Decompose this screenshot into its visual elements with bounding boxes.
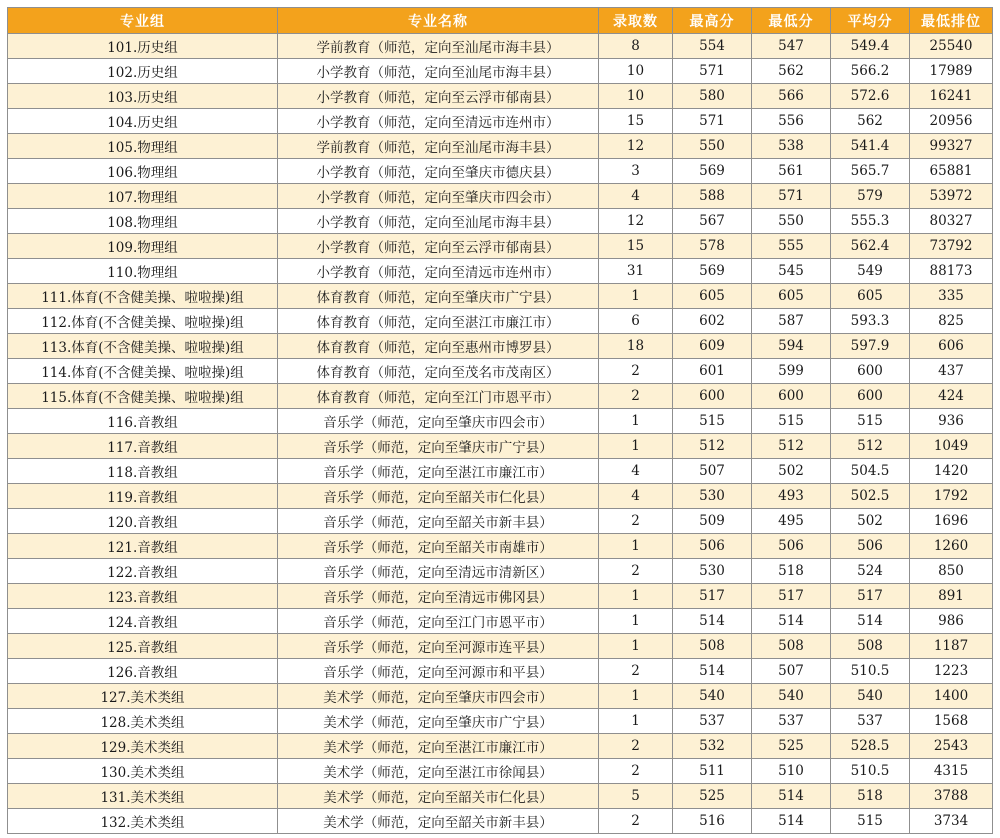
table-row [8, 784, 993, 809]
header-avg-score: 平均分 [831, 8, 910, 34]
header-major-group: 专业组 [8, 8, 278, 34]
cell-min-rank: 4315 [910, 759, 993, 784]
cell-min-score: 550 [752, 209, 831, 234]
cell-min-score: 545 [752, 259, 831, 284]
cell-max-score: 507 [673, 459, 752, 484]
cell-min-rank: 1049 [910, 434, 993, 459]
cell-min-score: 556 [752, 109, 831, 134]
cell-major-name: 音乐学（师范，定向至肇庆市四会市） [278, 409, 599, 434]
cell-major-group: 129.美术类组 [8, 734, 278, 759]
cell-min-rank: 65881 [910, 159, 993, 184]
table-row [8, 809, 993, 834]
table-row [8, 609, 993, 634]
cell-max-score: 578 [673, 234, 752, 259]
cell-max-score: 600 [673, 384, 752, 409]
cell-major-group: 114.体育(不含健美操、啦啦操)组 [8, 359, 278, 384]
cell-major-name: 体育教育（师范，定向至惠州市博罗县） [278, 334, 599, 359]
cell-max-score: 530 [673, 559, 752, 584]
cell-major-name: 音乐学（师范，定向至河源市连平县） [278, 634, 599, 659]
table-row [8, 384, 993, 409]
cell-major-group: 112.体育(不含健美操、啦啦操)组 [8, 309, 278, 334]
cell-admitted-count: 2 [599, 384, 673, 409]
cell-max-score: 609 [673, 334, 752, 359]
cell-min-rank: 850 [910, 559, 993, 584]
cell-avg-score: 506 [831, 534, 910, 559]
cell-admitted-count: 2 [599, 734, 673, 759]
cell-major-group: 108.物理组 [8, 209, 278, 234]
cell-major-group: 110.物理组 [8, 259, 278, 284]
cell-major-group: 117.音教组 [8, 434, 278, 459]
cell-avg-score: 504.5 [831, 459, 910, 484]
cell-min-score: 605 [752, 284, 831, 309]
cell-min-rank: 1260 [910, 534, 993, 559]
cell-max-score: 511 [673, 759, 752, 784]
cell-max-score: 515 [673, 409, 752, 434]
cell-admitted-count: 4 [599, 184, 673, 209]
cell-major-name: 学前教育（师范，定向至汕尾市海丰县） [278, 34, 599, 59]
cell-min-rank: 936 [910, 409, 993, 434]
cell-min-rank: 80327 [910, 209, 993, 234]
cell-min-score: 495 [752, 509, 831, 534]
cell-max-score: 602 [673, 309, 752, 334]
cell-admitted-count: 15 [599, 109, 673, 134]
cell-major-name: 美术学（师范，定向至肇庆市广宁县） [278, 709, 599, 734]
cell-max-score: 517 [673, 584, 752, 609]
cell-major-name: 体育教育（师范，定向至湛江市廉江市） [278, 309, 599, 334]
cell-major-name: 美术学（师范，定向至湛江市廉江市） [278, 734, 599, 759]
cell-min-rank: 986 [910, 609, 993, 634]
table-row [8, 534, 993, 559]
cell-max-score: 601 [673, 359, 752, 384]
cell-major-group: 130.美术类组 [8, 759, 278, 784]
cell-avg-score: 518 [831, 784, 910, 809]
table-row [8, 684, 993, 709]
cell-min-rank: 88173 [910, 259, 993, 284]
cell-avg-score: 502 [831, 509, 910, 534]
cell-min-score: 600 [752, 384, 831, 409]
cell-admitted-count: 12 [599, 134, 673, 159]
cell-min-score: 571 [752, 184, 831, 209]
cell-major-group: 103.历史组 [8, 84, 278, 109]
cell-min-rank: 424 [910, 384, 993, 409]
cell-min-score: 515 [752, 409, 831, 434]
cell-min-score: 538 [752, 134, 831, 159]
cell-admitted-count: 12 [599, 209, 673, 234]
header-row [8, 8, 993, 34]
cell-major-name: 小学教育（师范，定向至汕尾市海丰县） [278, 59, 599, 84]
cell-avg-score: 572.6 [831, 84, 910, 109]
cell-admitted-count: 1 [599, 284, 673, 309]
cell-max-score: 540 [673, 684, 752, 709]
table-row [8, 559, 993, 584]
cell-max-score: 550 [673, 134, 752, 159]
table-row [8, 34, 993, 59]
cell-major-group: 132.美术类组 [8, 809, 278, 834]
table-body [8, 34, 993, 834]
cell-min-score: 562 [752, 59, 831, 84]
cell-max-score: 605 [673, 284, 752, 309]
cell-admitted-count: 31 [599, 259, 673, 284]
cell-major-group: 126.音教组 [8, 659, 278, 684]
cell-major-name: 音乐学（师范，定向至肇庆市广宁县） [278, 434, 599, 459]
cell-major-group: 101.历史组 [8, 34, 278, 59]
cell-major-group: 104.历史组 [8, 109, 278, 134]
cell-max-score: 506 [673, 534, 752, 559]
cell-avg-score: 510.5 [831, 759, 910, 784]
cell-major-name: 体育教育（师范，定向至茂名市茂南区） [278, 359, 599, 384]
cell-min-rank: 1187 [910, 634, 993, 659]
cell-major-group: 106.物理组 [8, 159, 278, 184]
cell-major-group: 125.音教组 [8, 634, 278, 659]
table-row [8, 459, 993, 484]
cell-min-score: 510 [752, 759, 831, 784]
cell-admitted-count: 15 [599, 234, 673, 259]
cell-min-rank: 16241 [910, 84, 993, 109]
cell-max-score: 537 [673, 709, 752, 734]
cell-avg-score: 597.9 [831, 334, 910, 359]
cell-min-rank: 1696 [910, 509, 993, 534]
cell-admitted-count: 10 [599, 59, 673, 84]
cell-avg-score: 524 [831, 559, 910, 584]
cell-major-name: 美术学（师范，定向至韶关市新丰县） [278, 809, 599, 834]
cell-min-score: 537 [752, 709, 831, 734]
cell-min-rank: 1568 [910, 709, 993, 734]
cell-min-rank: 891 [910, 584, 993, 609]
cell-avg-score: 562 [831, 109, 910, 134]
cell-min-score: 566 [752, 84, 831, 109]
cell-major-group: 116.音教组 [8, 409, 278, 434]
cell-major-name: 音乐学（师范，定向至清远市清新区） [278, 559, 599, 584]
cell-avg-score: 593.3 [831, 309, 910, 334]
cell-major-group: 118.音教组 [8, 459, 278, 484]
cell-min-score: 517 [752, 584, 831, 609]
table-row [8, 284, 993, 309]
table-row [8, 409, 993, 434]
cell-avg-score: 508 [831, 634, 910, 659]
cell-major-group: 119.音教组 [8, 484, 278, 509]
cell-major-group: 121.音教组 [8, 534, 278, 559]
cell-admitted-count: 1 [599, 709, 673, 734]
cell-major-group: 127.美术类组 [8, 684, 278, 709]
cell-max-score: 530 [673, 484, 752, 509]
table-row [8, 634, 993, 659]
cell-avg-score: 502.5 [831, 484, 910, 509]
cell-admitted-count: 1 [599, 684, 673, 709]
cell-major-name: 小学教育（师范，定向至肇庆市德庆县） [278, 159, 599, 184]
cell-avg-score: 510.5 [831, 659, 910, 684]
cell-major-group: 123.音教组 [8, 584, 278, 609]
cell-avg-score: 605 [831, 284, 910, 309]
table-row [8, 584, 993, 609]
cell-major-name: 音乐学（师范，定向至韶关市南雄市） [278, 534, 599, 559]
cell-max-score: 514 [673, 659, 752, 684]
cell-min-rank: 825 [910, 309, 993, 334]
table-row [8, 59, 993, 84]
table-row [8, 209, 993, 234]
cell-admitted-count: 2 [599, 809, 673, 834]
cell-min-rank: 335 [910, 284, 993, 309]
cell-major-name: 音乐学（师范，定向至江门市恩平市） [278, 609, 599, 634]
cell-min-rank: 1420 [910, 459, 993, 484]
cell-admitted-count: 1 [599, 634, 673, 659]
table-row [8, 359, 993, 384]
header-min-rank: 最低排位 [910, 8, 993, 34]
cell-admitted-count: 2 [599, 359, 673, 384]
cell-avg-score: 600 [831, 384, 910, 409]
cell-max-score: 509 [673, 509, 752, 534]
header-min-score: 最低分 [752, 8, 831, 34]
cell-min-score: 512 [752, 434, 831, 459]
cell-major-name: 学前教育（师范，定向至汕尾市海丰县） [278, 134, 599, 159]
cell-max-score: 571 [673, 109, 752, 134]
cell-avg-score: 555.3 [831, 209, 910, 234]
table-row [8, 434, 993, 459]
cell-admitted-count: 8 [599, 34, 673, 59]
cell-admitted-count: 2 [599, 659, 673, 684]
cell-avg-score: 515 [831, 409, 910, 434]
cell-min-score: 514 [752, 809, 831, 834]
cell-min-score: 594 [752, 334, 831, 359]
cell-min-rank: 73792 [910, 234, 993, 259]
cell-major-name: 体育教育（师范，定向至江门市恩平市） [278, 384, 599, 409]
cell-admitted-count: 2 [599, 509, 673, 534]
cell-min-score: 561 [752, 159, 831, 184]
cell-major-group: 128.美术类组 [8, 709, 278, 734]
cell-min-score: 518 [752, 559, 831, 584]
cell-avg-score: 512 [831, 434, 910, 459]
cell-major-name: 小学教育（师范，定向至肇庆市四会市） [278, 184, 599, 209]
cell-avg-score: 549 [831, 259, 910, 284]
cell-max-score: 508 [673, 634, 752, 659]
cell-admitted-count: 2 [599, 759, 673, 784]
cell-admitted-count: 4 [599, 459, 673, 484]
cell-major-name: 音乐学（师范，定向至清远市佛冈县） [278, 584, 599, 609]
table-row [8, 734, 993, 759]
table-row [8, 659, 993, 684]
cell-major-name: 音乐学（师范，定向至河源市和平县） [278, 659, 599, 684]
cell-major-name: 美术学（师范，定向至韶关市仁化县） [278, 784, 599, 809]
table-row [8, 484, 993, 509]
cell-major-name: 小学教育（师范，定向至清远市连州市） [278, 259, 599, 284]
cell-min-rank: 99327 [910, 134, 993, 159]
cell-major-group: 113.体育(不含健美操、啦啦操)组 [8, 334, 278, 359]
cell-admitted-count: 1 [599, 434, 673, 459]
cell-major-group: 109.物理组 [8, 234, 278, 259]
cell-min-score: 514 [752, 609, 831, 634]
cell-admitted-count: 3 [599, 159, 673, 184]
cell-max-score: 567 [673, 209, 752, 234]
table-row [8, 709, 993, 734]
cell-min-rank: 606 [910, 334, 993, 359]
table-header [8, 8, 993, 34]
cell-admitted-count: 1 [599, 409, 673, 434]
cell-max-score: 569 [673, 259, 752, 284]
header-major-name: 专业名称 [278, 8, 599, 34]
cell-min-score: 506 [752, 534, 831, 559]
cell-min-rank: 1400 [910, 684, 993, 709]
cell-admitted-count: 1 [599, 534, 673, 559]
cell-major-group: 111.体育(不含健美操、啦啦操)组 [8, 284, 278, 309]
table-row [8, 159, 993, 184]
cell-min-score: 540 [752, 684, 831, 709]
cell-max-score: 532 [673, 734, 752, 759]
cell-min-rank: 3788 [910, 784, 993, 809]
cell-min-rank: 25540 [910, 34, 993, 59]
cell-admitted-count: 6 [599, 309, 673, 334]
cell-min-rank: 20956 [910, 109, 993, 134]
table-row [8, 759, 993, 784]
cell-major-name: 体育教育（师范，定向至肇庆市广宁县） [278, 284, 599, 309]
cell-min-score: 547 [752, 34, 831, 59]
cell-major-group: 122.音教组 [8, 559, 278, 584]
cell-min-rank: 1792 [910, 484, 993, 509]
cell-max-score: 580 [673, 84, 752, 109]
cell-max-score: 569 [673, 159, 752, 184]
cell-major-name: 音乐学（师范，定向至韶关市仁化县） [278, 484, 599, 509]
cell-max-score: 516 [673, 809, 752, 834]
cell-admitted-count: 5 [599, 784, 673, 809]
cell-major-group: 120.音教组 [8, 509, 278, 534]
cell-min-rank: 2543 [910, 734, 993, 759]
cell-major-group: 102.历史组 [8, 59, 278, 84]
table-row [8, 184, 993, 209]
header-admitted-count: 录取数 [599, 8, 673, 34]
cell-major-group: 107.物理组 [8, 184, 278, 209]
cell-major-group: 124.音教组 [8, 609, 278, 634]
cell-max-score: 554 [673, 34, 752, 59]
cell-max-score: 514 [673, 609, 752, 634]
cell-min-score: 555 [752, 234, 831, 259]
cell-avg-score: 562.4 [831, 234, 910, 259]
cell-min-score: 514 [752, 784, 831, 809]
cell-avg-score: 566.2 [831, 59, 910, 84]
cell-avg-score: 541.4 [831, 134, 910, 159]
cell-min-rank: 3734 [910, 809, 993, 834]
admission-score-table [7, 7, 993, 834]
cell-major-name: 小学教育（师范，定向至云浮市郁南县） [278, 234, 599, 259]
table-row [8, 84, 993, 109]
cell-major-name: 音乐学（师范，定向至湛江市廉江市） [278, 459, 599, 484]
cell-avg-score: 549.4 [831, 34, 910, 59]
cell-admitted-count: 2 [599, 559, 673, 584]
table-row [8, 334, 993, 359]
cell-min-score: 587 [752, 309, 831, 334]
cell-major-name: 美术学（师范，定向至湛江市徐闻县） [278, 759, 599, 784]
cell-avg-score: 528.5 [831, 734, 910, 759]
cell-avg-score: 537 [831, 709, 910, 734]
cell-min-score: 502 [752, 459, 831, 484]
cell-avg-score: 515 [831, 809, 910, 834]
cell-min-score: 508 [752, 634, 831, 659]
cell-major-name: 小学教育（师范，定向至汕尾市海丰县） [278, 209, 599, 234]
cell-admitted-count: 18 [599, 334, 673, 359]
cell-admitted-count: 4 [599, 484, 673, 509]
cell-max-score: 588 [673, 184, 752, 209]
cell-major-group: 105.物理组 [8, 134, 278, 159]
cell-admitted-count: 10 [599, 84, 673, 109]
table-row [8, 234, 993, 259]
cell-major-name: 美术学（师范，定向至肇庆市四会市） [278, 684, 599, 709]
cell-min-rank: 437 [910, 359, 993, 384]
cell-max-score: 525 [673, 784, 752, 809]
cell-major-name: 小学教育（师范，定向至清远市连州市） [278, 109, 599, 134]
table-row [8, 134, 993, 159]
table-row [8, 259, 993, 284]
cell-avg-score: 517 [831, 584, 910, 609]
cell-avg-score: 540 [831, 684, 910, 709]
cell-max-score: 571 [673, 59, 752, 84]
table-row [8, 509, 993, 534]
cell-max-score: 512 [673, 434, 752, 459]
cell-avg-score: 579 [831, 184, 910, 209]
cell-major-name: 小学教育（师范，定向至云浮市郁南县） [278, 84, 599, 109]
cell-min-score: 599 [752, 359, 831, 384]
cell-min-rank: 17989 [910, 59, 993, 84]
cell-min-rank: 1223 [910, 659, 993, 684]
cell-avg-score: 514 [831, 609, 910, 634]
cell-avg-score: 565.7 [831, 159, 910, 184]
cell-min-score: 493 [752, 484, 831, 509]
cell-min-rank: 53972 [910, 184, 993, 209]
cell-admitted-count: 1 [599, 584, 673, 609]
cell-min-score: 507 [752, 659, 831, 684]
cell-major-group: 115.体育(不含健美操、啦啦操)组 [8, 384, 278, 409]
table-row [8, 109, 993, 134]
cell-major-group: 131.美术类组 [8, 784, 278, 809]
header-max-score: 最高分 [673, 8, 752, 34]
cell-min-score: 525 [752, 734, 831, 759]
cell-major-name: 音乐学（师范，定向至韶关市新丰县） [278, 509, 599, 534]
cell-avg-score: 600 [831, 359, 910, 384]
cell-admitted-count: 1 [599, 609, 673, 634]
table-row [8, 309, 993, 334]
